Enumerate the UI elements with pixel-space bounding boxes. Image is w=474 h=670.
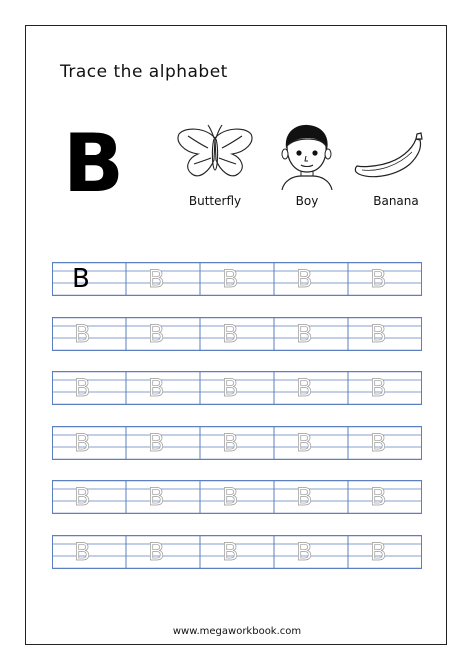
tracing-letter: B <box>296 319 313 348</box>
boy-icon <box>278 122 334 190</box>
tracing-letter: B <box>296 428 313 457</box>
practice-row <box>52 480 422 514</box>
banana-picture <box>354 132 428 182</box>
practice-row <box>52 535 422 569</box>
worksheet-title: Trace the alphabet <box>60 62 228 82</box>
tracing-letter: B <box>74 428 91 457</box>
caption-butterfly: Butterfly <box>188 194 242 208</box>
tracing-letter: B <box>222 537 239 566</box>
butterfly-icon <box>176 124 254 184</box>
caption-boy: Boy <box>295 194 319 208</box>
tracing-letter: B <box>148 537 165 566</box>
tracing-letter: B <box>370 537 387 566</box>
tracing-letter: B <box>74 537 91 566</box>
tracing-letter: B <box>370 265 387 293</box>
footer-url: www.megaworkbook.com <box>172 626 302 637</box>
caption-banana: Banana <box>373 194 419 208</box>
featured-letter: B <box>63 117 124 210</box>
tracing-letter: B <box>296 537 313 566</box>
tracing-letter: B <box>222 483 239 511</box>
tracing-letter: B <box>370 319 387 348</box>
example-letter: B <box>72 264 90 294</box>
tracing-letter: B <box>296 483 313 511</box>
tracing-letter: B <box>222 265 239 293</box>
tracing-letter: B <box>370 428 387 457</box>
practice-row <box>52 262 422 296</box>
tracing-letter: B <box>296 265 313 293</box>
practice-row <box>52 371 422 405</box>
tracing-letter: B <box>222 428 239 457</box>
tracing-letter: B <box>370 374 387 402</box>
practice-row <box>52 317 422 351</box>
tracing-letter: B <box>296 374 313 402</box>
banana-icon <box>354 132 428 182</box>
practice-row <box>52 426 422 460</box>
tracing-letter: B <box>148 265 165 293</box>
tracing-letter: B <box>222 374 239 402</box>
worksheet-page <box>25 25 447 645</box>
tracing-letter: B <box>148 319 165 348</box>
tracing-letter: B <box>74 374 91 402</box>
tracing-letter: B <box>370 483 387 511</box>
tracing-letter: B <box>148 374 165 402</box>
boy-picture <box>278 122 334 190</box>
tracing-letter: B <box>148 428 165 457</box>
tracing-letter: B <box>222 319 239 348</box>
tracing-letter: B <box>148 483 165 511</box>
butterfly-picture <box>176 124 254 184</box>
tracing-letter: B <box>74 483 91 511</box>
tracing-letter: B <box>74 319 91 348</box>
